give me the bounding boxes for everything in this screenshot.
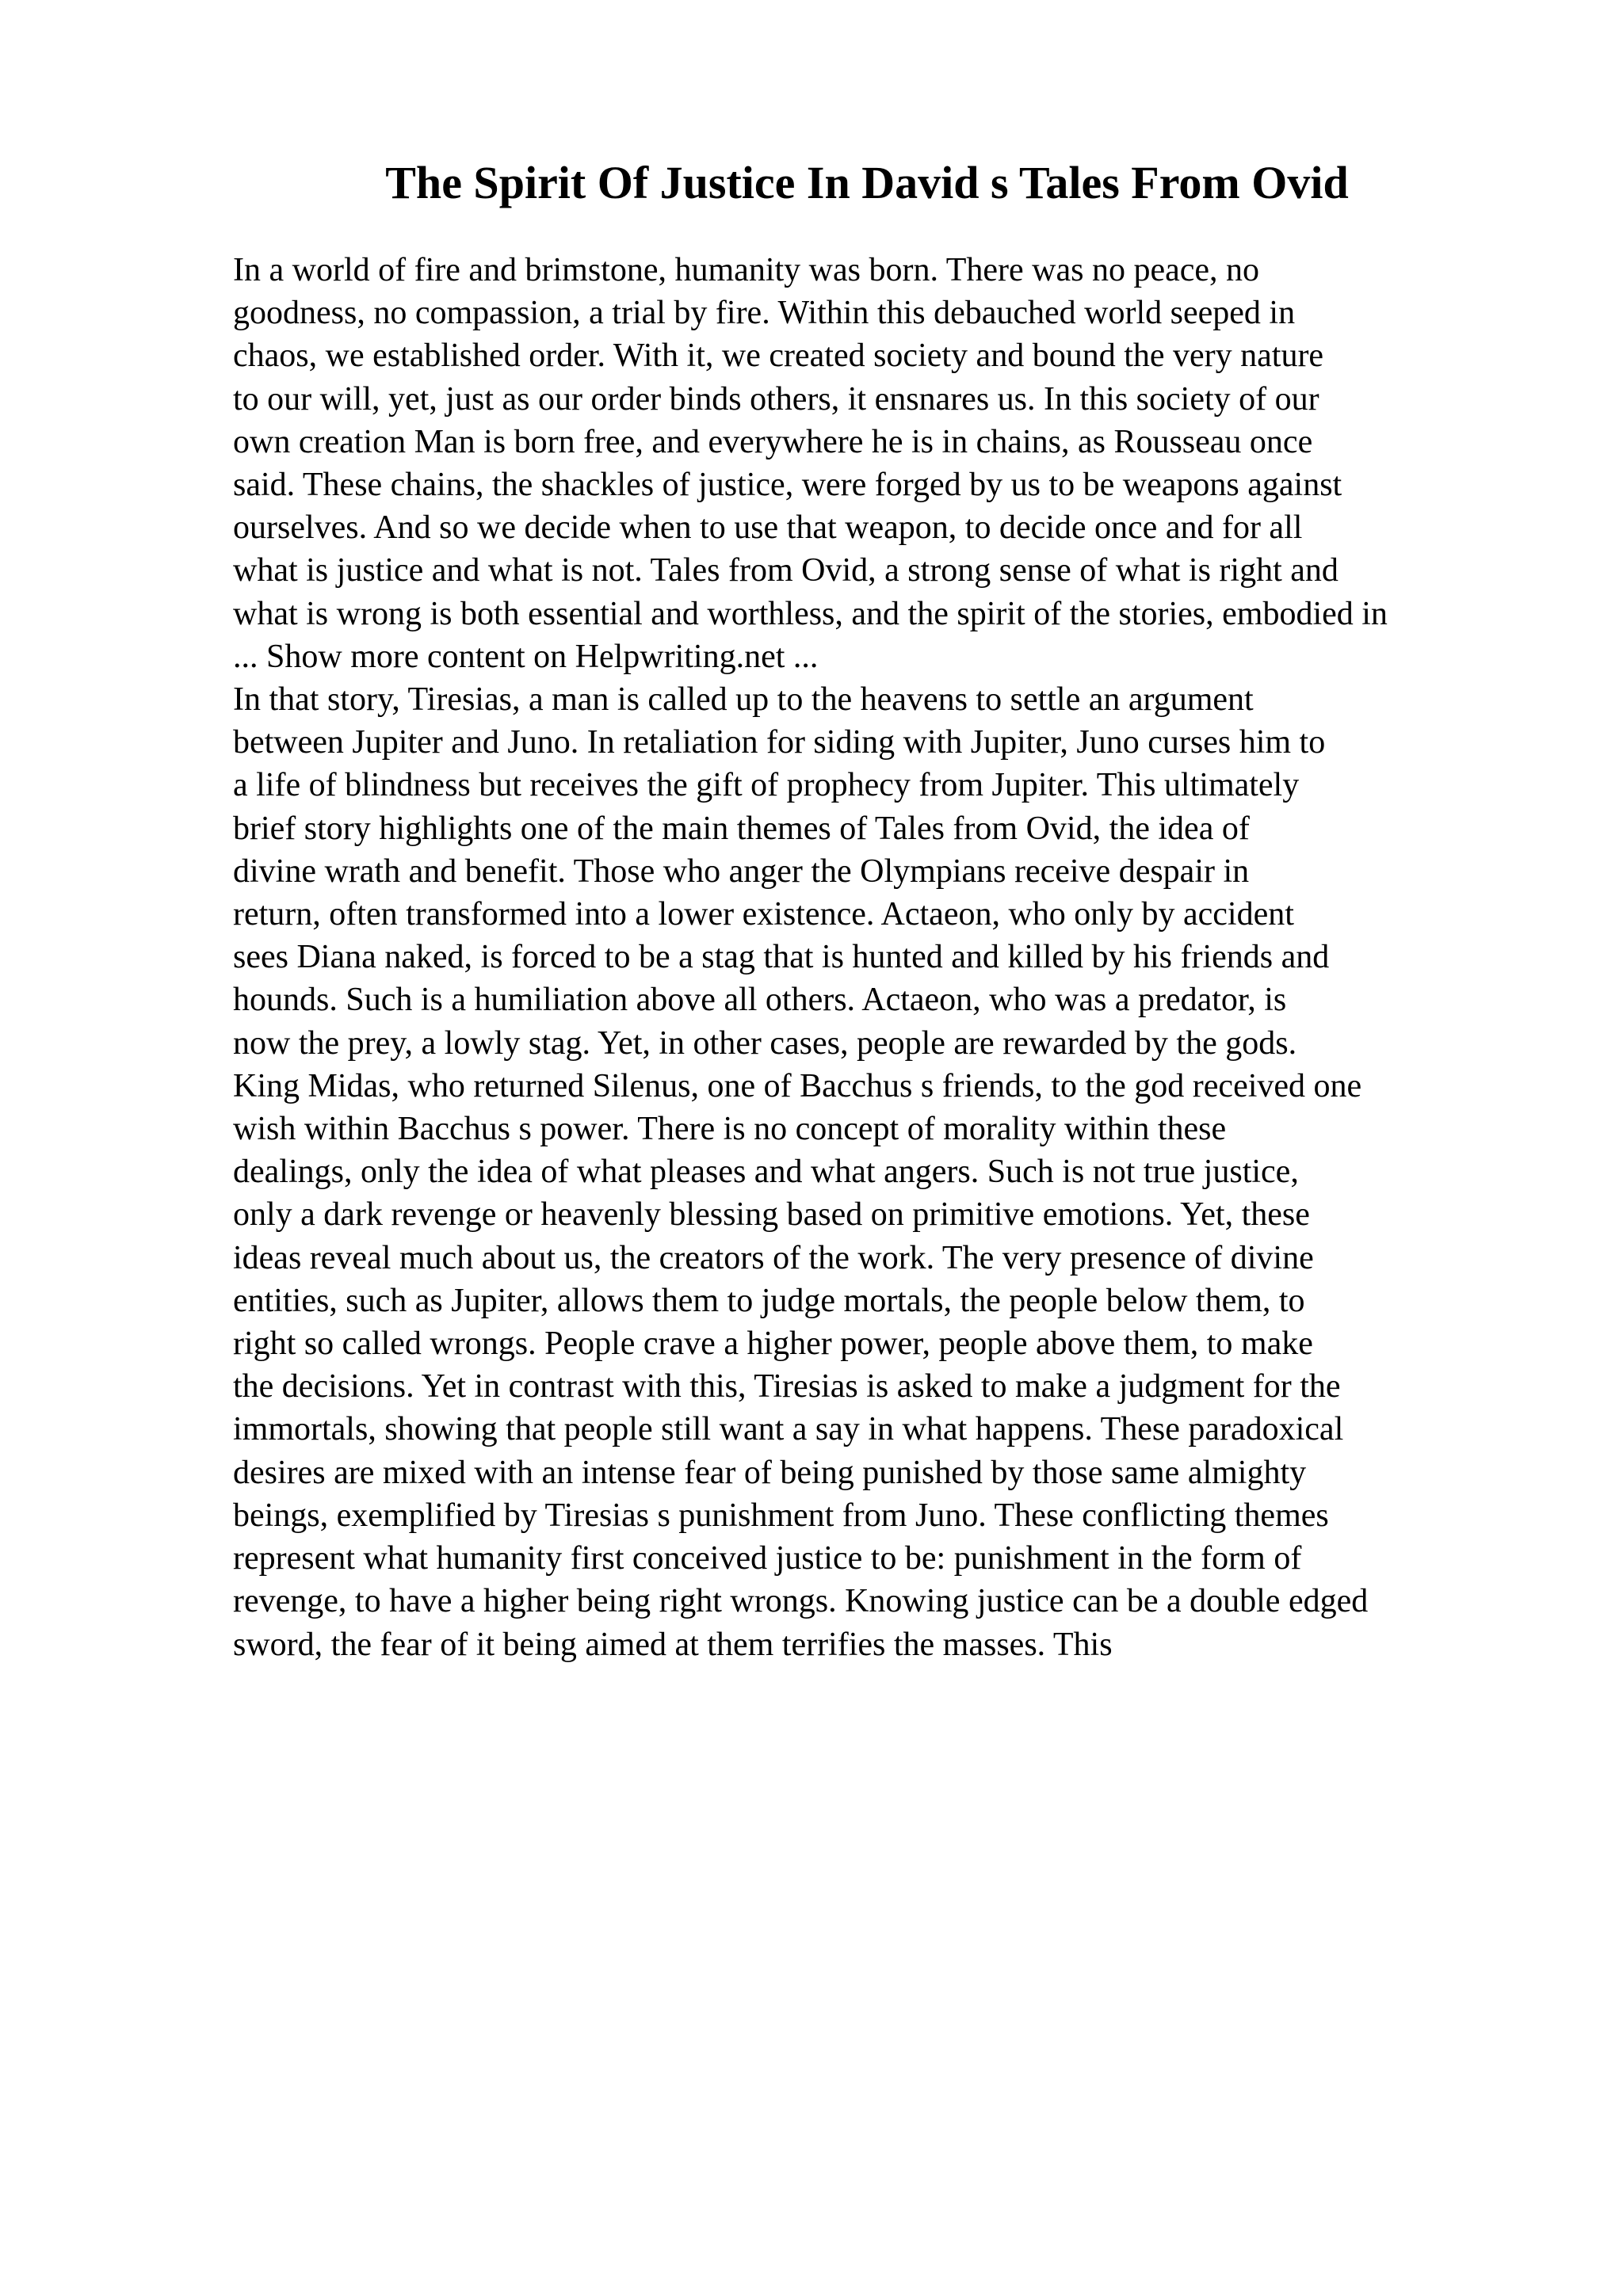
- body-text-line: a life of blindness but receives the gift of prophecy from Jupiter. This ultimately: [233, 767, 1300, 804]
- body-text-line[interactable]: ... Show more content on Helpwriting.net ...: [233, 638, 819, 675]
- body-text-line: brief story highlights one of the main themes of Tales from Ovid, the idea of: [233, 810, 1250, 847]
- body-text-line: chaos, we established order. With it, we created society and bound the very nature: [233, 338, 1324, 375]
- body-text-line: ideas reveal much about us, the creators of the work. The very presence of divine: [233, 1239, 1314, 1276]
- document-body: [233, 249, 1612, 1666]
- body-text-line: beings, exemplified by Tiresias s punishment from Juno. These conflicting themes: [233, 1497, 1329, 1534]
- body-text-line: dealings, only the idea of what pleases and what angers. Such is not true justice,: [233, 1154, 1299, 1191]
- body-text-line: own creation Man is born free, and everywhere he is in chains, as Rousseau once: [233, 423, 1313, 460]
- body-text-line: In a world of fire and brimstone, humanity was born. There was no peace, no: [233, 252, 1260, 288]
- body-text-line: King Midas, who returned Silenus, one of Bacchus s friends, to the god received one: [233, 1067, 1362, 1104]
- body-text-line: desires are mixed with an intense fear of being punished by those same almighty: [233, 1454, 1307, 1491]
- body-text-line: what is wrong is both essential and worthless, and the spirit of the stories, embodied in: [233, 595, 1388, 632]
- body-text-line: wish within Bacchus s power. There is no concept of morality within these: [233, 1111, 1227, 1148]
- body-text-line: now the prey, a lowly stag. Yet, in other cases, people are rewarded by the gods.: [233, 1024, 1297, 1062]
- body-text-line: sees Diana naked, is forced to be a stag that is hunted and killed by his friends and: [233, 939, 1330, 976]
- body-text-line: represent what humanity first conceived justice to be: punishment in the form of: [233, 1540, 1302, 1577]
- body-text-line: what is justice and what is not. Tales from Ovid, a strong sense of what is right and: [233, 552, 1338, 589]
- body-text-line: the decisions. Yet in contrast with this, Tiresias is asked to make a judgment for the: [233, 1368, 1341, 1405]
- body-text-line: In that story, Tiresias, a man is called up to the heavens to settle an argument: [233, 681, 1254, 719]
- body-text-line: immortals, showing that people still want a say in what happens. These paradoxical: [233, 1411, 1344, 1448]
- body-text-line: goodness, no compassion, a trial by fire. Within this debauched world seeped in: [233, 295, 1296, 332]
- body-text-line: sword, the fear of it being aimed at them terrifies the masses. This: [233, 1626, 1113, 1663]
- document-title: The Spirit Of Justice In David s Tales From Ovid: [385, 157, 1349, 208]
- body-text-line: divine wrath and benefit. Those who anger the Olympians receive despair in: [233, 852, 1250, 890]
- body-text-line: only a dark revenge or heavenly blessing based on primitive emotions. Yet, these: [233, 1196, 1310, 1234]
- body-text-line: between Jupiter and Juno. In retaliation for siding with Jupiter, Juno curses him to: [233, 724, 1326, 761]
- body-text-line: entities, such as Jupiter, allows them to judge mortals, the people below them, to: [233, 1282, 1305, 1319]
- body-text-line: said. These chains, the shackles of justice, were forged by us to be weapons against: [233, 467, 1342, 504]
- body-text-line: revenge, to have a higher being right wrongs. Knowing justice can be a double edged: [233, 1583, 1369, 1620]
- body-text-line: to our will, yet, just as our order binds others, it ensnares us. In this society of our: [233, 380, 1319, 418]
- body-text-line: right so called wrongs. People crave a higher power, people above them, to make: [233, 1325, 1313, 1363]
- body-text-line: return, often transformed into a lower existence. Actaeon, who only by accident: [233, 896, 1294, 933]
- body-text-line: ourselves. And so we decide when to use that weapon, to decide once and for all: [233, 509, 1303, 547]
- body-text-line: hounds. Such is a humiliation above all others. Actaeon, who was a predator, is: [233, 982, 1287, 1019]
